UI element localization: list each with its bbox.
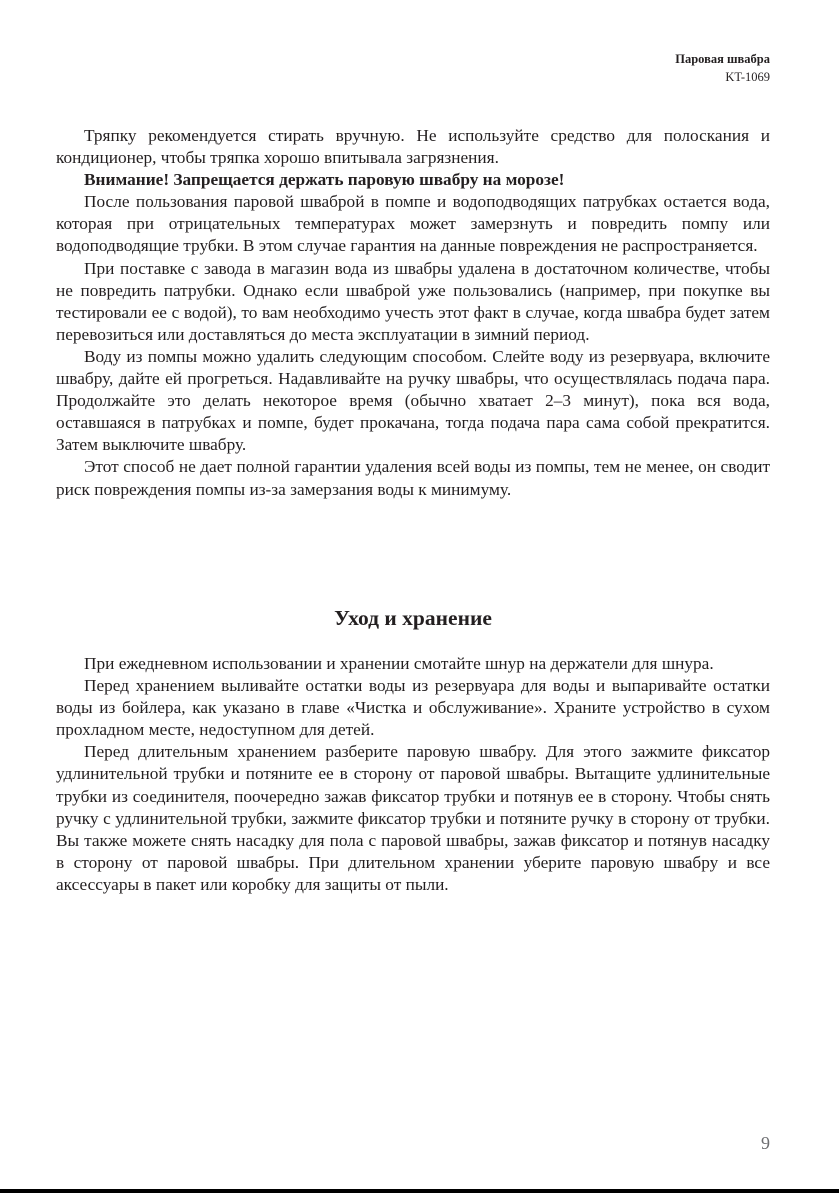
paragraph-pump-draining: Воду из помпы можно удалить следующим способом. Слейте воду из резервуара, включите швабру, дайте ей прогреться. Надавливайте на ручку швабры, что осуществлялась подача пара. Продолжайте это делать некоторое время (обычно хватает 2–3 минут), пока вся вода, оставшаяся в патрубках и помпе, будет прокачана, тогда подача пара сама собой прекратится. Затем выключите швабру. xyxy=(56,346,770,455)
bottom-rule xyxy=(0,1189,839,1193)
page-number: 9 xyxy=(761,1133,770,1153)
header-product-name: Паровая швабра xyxy=(675,52,770,66)
paragraph-cord-winding: При ежедневном использовании и хранении смотайте шнур на держатели для шнура. xyxy=(84,654,714,673)
paragraph-hand-wash: Тряпку рекомендуется стирать вручную. Не используйте средство для полоскания и кондиционер, чтобы тряпка хорошо впитывала загрязнения. xyxy=(56,126,770,168)
section-title-care-storage: Уход и хранение xyxy=(334,606,492,630)
paragraph-water-residue: После пользования паровой шваброй в помпе и водоподводящих патрубках остается вода, которая при отрицательных температурах может замерзнуть и повредить помпу или водоподводящие трубки. В этом случае гарантия на данные повреждения не распространяется. xyxy=(56,192,770,256)
care-text-block xyxy=(56,653,770,896)
paragraph-long-storage: Перед длительным хранением разберите паровую швабру. Для этого зажмите фиксатор удлинительной трубки и потяните ее в сторону от паровой швабры. Вытащите удлинительные трубки из соединителя, поочередно зажав фиксатор трубки и потянув ее в сторону. Чтобы снять ручку с удлинительной трубки, зажмите фиксатор трубки и потяните ручку в сторону от трубки. Вы также можете снять насадку для пола с паровой швабры, зажав фиксатор и потянув насадку в сторону от паровой швабры. При длительном хранении уберите паровую швабру и все аксессуары в пакет или коробку для защиты от пыли. xyxy=(56,742,770,894)
frost-warning: Внимание! Запрещается держать паровую швабру на морозе! xyxy=(84,170,565,190)
page-header xyxy=(675,50,770,86)
paragraph-factory-delivery: При поставке с завода в магазин вода из швабры удалена в достаточном количестве, чтобы не повредить патрубки. Однако если шваброй уже пользовались (например, при покупке вы тестировали ее с водой), то вам необходимо учесть этот факт в случае, когда швабра будет затем перевозиться или доставляться до места эксплуатации в зимний период. xyxy=(56,258,770,344)
header-model-number: KT-1069 xyxy=(725,70,770,84)
intro-text-block xyxy=(56,125,770,501)
paragraph-method-note: Этот способ не дает полной гарантии удаления всей воды из помпы, тем не менее, он сводит риск повреждения помпы из-за замерзания воды к минимуму. xyxy=(56,457,770,499)
paragraph-before-storage: Перед хранением выливайте остатки воды из резервуара для воды и выпаривайте остатки воды из бойлера, как указано в главе «Чистка и обслуживание». Храните устройство в сухом прохладном месте, недоступном для детей. xyxy=(56,676,770,740)
